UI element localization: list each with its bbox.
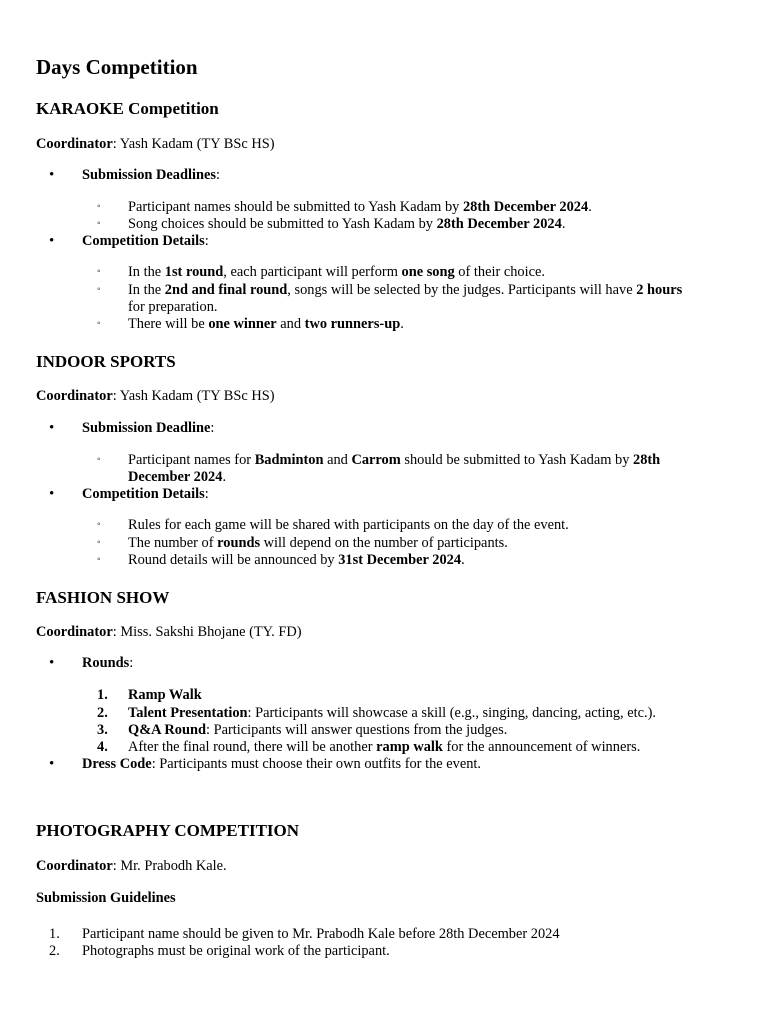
indoor-deadline-1: Participant names for Badminton and Carrom should be submitted to Yash Kadam by 28th (128, 452, 661, 468)
circle-bullet-icon: ◦ (97, 454, 101, 465)
karaoke-details-label: Competition Details: (82, 233, 209, 249)
indoor-sports-heading: INDOOR SPORTS (36, 352, 176, 371)
karaoke-detail-3: There will be one winner and two runners-up. (128, 316, 404, 332)
fashion-round-2: Talent Presentation: Participants will showcase a skill (e.g., singing, dancing, acting, etc.). (128, 705, 656, 721)
round-number: 3. (97, 722, 108, 738)
circle-bullet-icon: ◦ (97, 266, 101, 277)
indoor-deadline-1-continued: December 2024. (128, 469, 227, 485)
bullet-icon: • (49, 233, 55, 249)
list-number: 2. (49, 943, 60, 959)
circle-bullet-icon: ◦ (97, 201, 101, 212)
bullet-icon: • (49, 420, 55, 436)
karaoke-deadline-1: Participant names should be submitted to Yash Kadam by 28th December 2024. (128, 199, 592, 215)
karaoke-coordinator: Coordinator: Yash Kadam (TY BSc HS) (36, 136, 275, 152)
circle-bullet-icon: ◦ (97, 284, 101, 295)
round-number: 4. (97, 739, 108, 755)
fashion-show-heading: FASHION SHOW (36, 588, 170, 607)
page-title: Days Competition (36, 55, 198, 79)
indoor-details-label: Competition Details: (82, 486, 209, 502)
photo-coordinator: Coordinator: Mr. Prabodh Kale. (36, 858, 227, 874)
karaoke-detail-2-continued: for preparation. (128, 299, 218, 315)
karaoke-deadlines-label: Submission Deadlines: (82, 167, 220, 183)
indoor-coordinator: Coordinator: Yash Kadam (TY BSc HS) (36, 388, 275, 404)
bullet-icon: • (49, 655, 55, 671)
circle-bullet-icon: ◦ (97, 519, 101, 530)
photo-guideline-2: Photographs must be original work of the participant. (82, 943, 390, 959)
karaoke-deadline-2: Song choices should be submitted to Yash Kadam by 28th December 2024. (128, 216, 566, 232)
fashion-round-3: Q&A Round: Participants will answer questions from the judges. (128, 722, 508, 738)
fashion-dress-code: Dress Code: Participants must choose their own outfits for the event. (82, 756, 482, 772)
karaoke-heading: KARAOKE Competition (36, 99, 219, 118)
bullet-icon: • (49, 756, 55, 772)
indoor-detail-2: The number of rounds will depend on the number of participants. (128, 535, 508, 551)
circle-bullet-icon: ◦ (97, 318, 101, 329)
karaoke-detail-2: In the 2nd and final round, songs will be selected by the judges. Participants will have 2 hours (128, 282, 683, 298)
fashion-rounds-label: Rounds: (82, 655, 134, 671)
circle-bullet-icon: ◦ (97, 537, 101, 548)
photography-heading: PHOTOGRAPHY COMPETITION (36, 821, 300, 840)
fashion-round-1: Ramp Walk (128, 687, 202, 703)
circle-bullet-icon: ◦ (97, 218, 101, 229)
photo-guideline-1: Participant name should be given to Mr. Prabodh Kale before 28th December 2024 (82, 926, 560, 942)
indoor-detail-1: Rules for each game will be shared with participants on the day of the event. (128, 517, 569, 533)
photo-guidelines-heading: Submission Guidelines (36, 890, 176, 906)
fashion-coordinator: Coordinator: Miss. Sakshi Bhojane (TY. FD) (36, 624, 302, 640)
bullet-icon: • (49, 486, 55, 502)
fashion-round-4: After the final round, there will be another ramp walk for the announcement of winners. (128, 739, 641, 755)
indoor-detail-3: Round details will be announced by 31st December 2024. (128, 552, 465, 568)
list-number: 1. (49, 926, 60, 942)
indoor-deadline-label: Submission Deadline: (82, 420, 215, 436)
bullet-icon: • (49, 167, 55, 183)
round-number: 2. (97, 705, 108, 721)
karaoke-detail-1: In the 1st round, each participant will perform one song of their choice. (128, 264, 546, 280)
circle-bullet-icon: ◦ (97, 554, 101, 565)
round-number: 1. (97, 687, 108, 703)
